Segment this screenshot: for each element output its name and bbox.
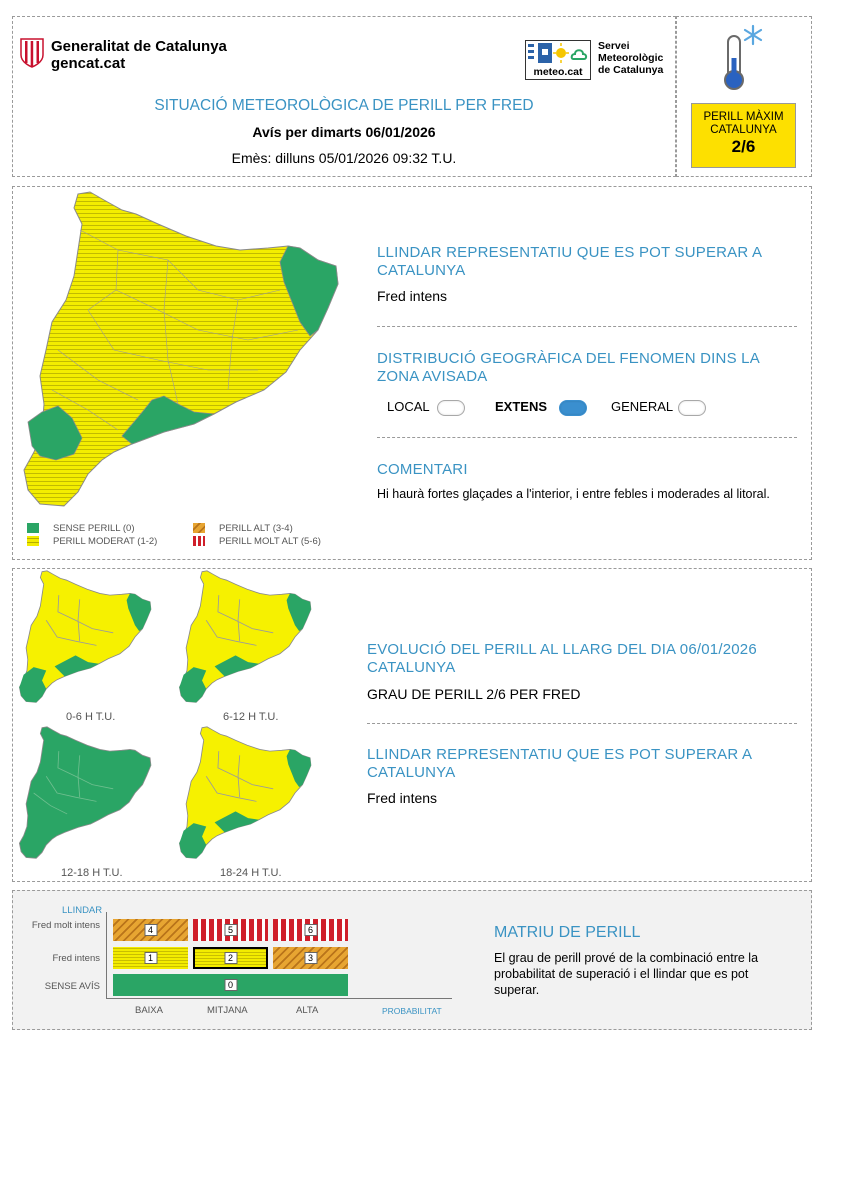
weather-symbols-icon	[526, 41, 590, 65]
distribution-title: DISTRIBUCIÓ GEOGRÀFICA DEL FENOMEN DINS LA ZONA AVISADA	[377, 350, 760, 385]
meteocat-logo-text: meteo.cat	[533, 66, 583, 78]
matrix-cell-1	[113, 947, 188, 969]
divider	[377, 326, 797, 327]
divider	[377, 437, 797, 438]
threshold-value-2: Fred intens	[367, 790, 438, 806]
matrix-x-low: BAIXA	[135, 1005, 163, 1016]
option-extens-label: EXTENS	[495, 399, 548, 414]
matrix-title: MATRIU DE PERILL	[494, 924, 641, 941]
smc-name-2: Meteorològic	[598, 52, 664, 64]
map-label-12-18: 12-18 H T.U.	[61, 867, 123, 879]
meteocat-logo	[525, 40, 591, 80]
smc-name-3: de Catalunya	[598, 64, 664, 76]
map-label-18-24: 18-24 H T.U.	[220, 867, 282, 879]
max-danger-label-2: CATALUNYA	[710, 124, 777, 136]
issued-date: Emès: dilluns 05/01/2026 09:32 T.U.	[231, 150, 457, 166]
thermometer-cold-icon	[720, 22, 770, 97]
map-12-18	[16, 726, 156, 865]
threshold-title: LLINDAR REPRESENTATIU QUE ES POT SUPERAR A CATALUNYA	[377, 244, 762, 279]
option-extens-toggle[interactable]	[559, 400, 587, 416]
matrix-cell-3-value: 3	[304, 952, 317, 964]
threshold-title-2: LLINDAR REPRESENTATIU QUE ES POT SUPERAR A CATALUNYA	[367, 746, 752, 781]
map-0-6	[16, 570, 156, 709]
option-local-toggle[interactable]	[437, 400, 465, 416]
matrix-cell-0-value: 0	[224, 979, 237, 991]
matrix-cell-2-value: 2	[224, 952, 237, 964]
legend-label-very-high: PERILL MOLT ALT (5-6)	[219, 536, 321, 547]
matrix-row-intense: Fred intens	[52, 953, 100, 964]
matrix-y-axis	[106, 912, 107, 998]
catalonia-main-map	[18, 190, 348, 515]
gencat-shield-icon	[19, 37, 45, 69]
option-extens[interactable]	[495, 399, 587, 416]
evolution-title: EVOLUCIÓ DEL PERILL AL LLARG DEL DIA 06/01/2026 CATALUNYA	[367, 641, 757, 676]
gencat-logo	[19, 37, 45, 69]
legend-swatch-very-high	[193, 536, 205, 546]
map-label-6-12: 6-12 H T.U.	[223, 711, 279, 723]
legend-label-no-danger: SENSE PERILL (0)	[53, 523, 135, 534]
matrix-row-none: SENSE AVÍS	[44, 981, 100, 992]
option-local-label: LOCAL	[387, 399, 430, 414]
gencat-url: gencat.cat	[51, 55, 126, 72]
matrix-cell-6	[273, 919, 348, 941]
legend-swatch-high	[193, 523, 205, 533]
gencat-name: Generalitat de Catalunya	[51, 38, 227, 55]
matrix-cell-4	[113, 919, 188, 941]
matrix-cell-1-value: 1	[144, 952, 157, 964]
legend-label-high: PERILL ALT (3-4)	[219, 523, 293, 534]
evolution-value: GRAU DE PERILL 2/6 PER FRED	[367, 686, 581, 702]
option-general[interactable]	[611, 399, 706, 416]
option-general-label: GENERAL	[611, 399, 673, 414]
matrix-cell-5	[193, 919, 268, 941]
matrix-x-high: ALTA	[296, 1005, 319, 1016]
matrix-text: El grau de perill prové de la combinació entre la probabilitat de superació i el llindar que es pot superar.	[494, 951, 759, 997]
legend-swatch-no-danger	[27, 523, 39, 533]
max-danger-badge	[691, 103, 796, 168]
matrix-cell-4-value: 4	[144, 924, 157, 936]
legend-label-moderate: PERILL MODERAT (1-2)	[53, 536, 158, 547]
matrix-cell-0	[113, 974, 348, 996]
warning-date: Avís per dimarts 06/01/2026	[252, 124, 436, 140]
smc-name-1: Servei	[598, 40, 630, 52]
option-local[interactable]	[387, 399, 465, 416]
threshold-value: Fred intens	[377, 288, 448, 304]
matrix-cell-6-value: 6	[304, 924, 317, 936]
comments-title: COMENTARI	[377, 461, 468, 478]
map-label-0-6: 0-6 H T.U.	[66, 711, 116, 723]
matrix-x-mid: MITJANA	[207, 1005, 248, 1016]
max-danger-value: 2/6	[731, 137, 756, 156]
matrix-x-title: PROBABILITAT	[382, 1006, 442, 1016]
page-title: SITUACIÓ METEOROLÒGICA DE PERILL PER FRED	[154, 97, 534, 114]
option-general-toggle[interactable]	[678, 400, 706, 416]
matrix-row-very-intense: Fred molt intens	[31, 920, 100, 931]
matrix-cell-2-selected	[193, 947, 268, 969]
max-danger-label-1: PERILL MÀXIM	[703, 111, 784, 123]
matrix-x-axis	[106, 998, 452, 999]
divider	[367, 723, 797, 724]
map-18-24	[176, 726, 316, 865]
matrix-y-title: LLINDAR	[62, 905, 103, 916]
matrix-cell-5-value: 5	[224, 924, 237, 936]
comments-text: Hi haurà fortes glaçades a l'interior, i entre febles i moderades al litoral.	[377, 487, 770, 501]
legend-swatch-moderate	[27, 536, 39, 546]
map-6-12	[176, 570, 316, 709]
matrix-cell-3	[273, 947, 348, 969]
